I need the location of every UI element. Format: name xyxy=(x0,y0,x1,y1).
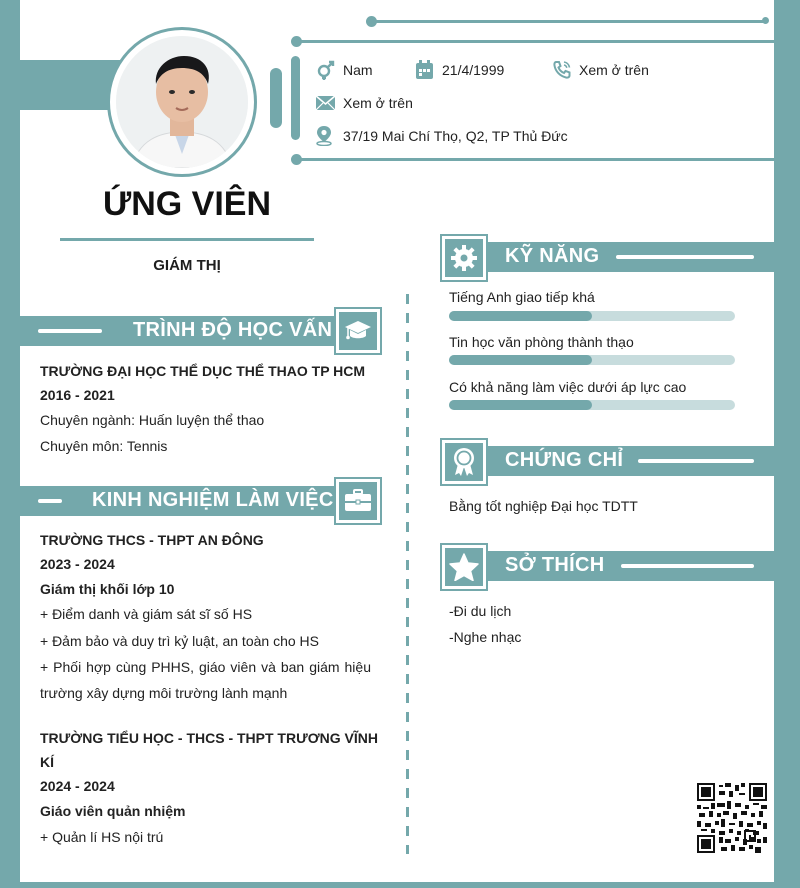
header-pill xyxy=(270,68,282,128)
edu-major: Chuyên ngành: Huấn luyện thể thao xyxy=(40,412,265,428)
edu-school: TRƯỜNG ĐẠI HỌC THỂ DỤC THỂ THAO TP HCM xyxy=(40,363,366,379)
phone-icon xyxy=(552,60,572,80)
job1-org: TRƯỜNG THCS - THPT AN ĐÔNG xyxy=(40,532,264,548)
skill-bar-fill xyxy=(449,400,592,410)
edu-specialty: Chuyên môn: Tennis xyxy=(40,438,168,454)
job1-years: 2023 - 2024 xyxy=(40,556,115,572)
education-icon-box xyxy=(336,309,380,353)
candidate-name: ỨNG VIÊN xyxy=(102,185,271,223)
job2-org-cont: KÍ xyxy=(40,754,54,770)
gender-icon xyxy=(316,60,336,80)
phone-text: Xem ở trên xyxy=(579,62,649,78)
hobby-item: -Nghe nhạc xyxy=(449,629,522,645)
hobbies-icon-box xyxy=(442,545,486,589)
header-rule-mid xyxy=(296,40,774,43)
job1-duty: trường xây dựng môi trường lành mạnh xyxy=(40,685,288,701)
certificate-item: Bằng tốt nghiệp Đại học TDTT xyxy=(449,498,638,514)
column-divider xyxy=(406,294,409,854)
location-icon xyxy=(316,126,334,146)
skills-icon-box xyxy=(442,236,486,280)
skill-bar xyxy=(449,355,735,365)
briefcase-icon xyxy=(344,489,372,513)
header-rule-bottom xyxy=(296,158,774,161)
skill-bar xyxy=(449,311,735,321)
skill-label: Tin học văn phòng thành thạo xyxy=(449,334,634,350)
job1-position: Giám thị khối lớp 10 xyxy=(40,581,175,597)
job1-duty: + Điểm danh và giám sát sĩ số HS xyxy=(40,606,253,622)
skill-bar-fill xyxy=(449,311,592,321)
award-icon xyxy=(451,447,477,477)
header-vbar xyxy=(291,56,300,140)
skill-bar xyxy=(449,400,735,410)
certificates-icon-box xyxy=(442,440,486,484)
qr-code-icon[interactable] xyxy=(697,783,767,853)
experience-icon-box xyxy=(336,479,380,523)
avatar-photo xyxy=(116,36,248,168)
job1-duty: + Phối hợp cùng PHHS, giáo viên và ban giám hiệu xyxy=(40,659,371,675)
skill-label: Tiếng Anh giao tiếp khá xyxy=(449,289,595,305)
edu-years: 2016 - 2021 xyxy=(40,387,115,403)
certificates-title: CHỨNG CHỈ xyxy=(505,449,624,471)
gender-text: Nam xyxy=(343,62,373,78)
star-icon xyxy=(449,553,479,581)
email-text: Xem ở trên xyxy=(343,95,413,111)
job2-position: Giáo viên quản nhiệm xyxy=(40,803,186,819)
skill-label: Có khả năng làm việc dưới áp lực cao xyxy=(449,379,687,395)
job2-years: 2024 - 2024 xyxy=(40,778,115,794)
name-rule xyxy=(60,238,314,241)
graduation-cap-icon xyxy=(344,319,372,343)
job2-org: TRƯỜNG TIỂU HỌC - THCS - THPT TRƯƠNG VĨNH xyxy=(40,730,378,746)
birthdate-text: 21/4/1999 xyxy=(442,62,505,78)
candidate-role: GIÁM THỊ xyxy=(153,257,221,274)
gear-icon xyxy=(450,244,478,272)
header-rule-top xyxy=(372,20,764,23)
address-text: 37/19 Mai Chí Thọ, Q2, TP Thủ Đức xyxy=(343,128,568,144)
education-title: TRÌNH ĐỘ HỌC VẤN xyxy=(133,319,333,341)
hobbies-title: SỞ THÍCH xyxy=(505,554,605,576)
skills-title: KỸ NĂNG xyxy=(505,245,600,267)
skill-bar-fill xyxy=(449,355,592,365)
job1-duty: + Đảm bảo và duy trì kỷ luật, an toàn cho HS xyxy=(40,633,319,649)
hobby-item: -Đi du lịch xyxy=(449,603,512,619)
avatar xyxy=(107,27,257,177)
calendar-icon xyxy=(415,60,434,80)
mail-icon xyxy=(316,93,336,113)
experience-title: KINH NGHIỆM LÀM VIỆC xyxy=(92,489,334,511)
job2-duty: + Quản lí HS nội trú xyxy=(40,829,164,845)
